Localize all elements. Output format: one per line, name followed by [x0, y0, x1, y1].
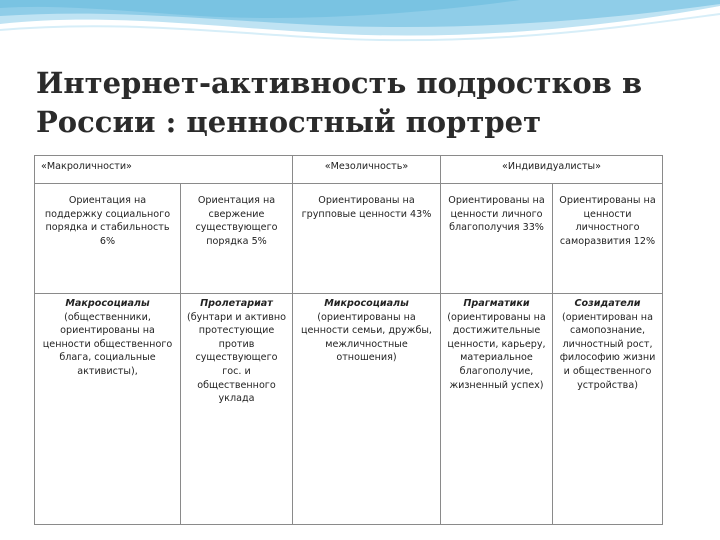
orientation-cell: Ориентированы на ценности личного благополучия 33%: [441, 184, 553, 294]
type-description: (ориентированы на ценности семьи, дружбы, межличностные отношения): [301, 311, 432, 364]
type-description: (ориентирован на самопознание, личностный рост, философию жизни и общественного устройства): [559, 311, 656, 391]
type-name: Макросоциалы: [65, 298, 150, 309]
type-cell: [35, 294, 181, 525]
group-header-macro: «Макроличности»: [35, 156, 293, 184]
orientation-row: [35, 184, 663, 294]
type-cell: [441, 294, 553, 525]
value-portrait-table: [34, 155, 663, 525]
orientation-cell: Ориентированы на групповые ценности 43%: [293, 184, 441, 294]
group-header-meso: «Мезоличность»: [293, 156, 441, 184]
type-name: Пролетариат: [200, 298, 273, 309]
orientation-cell: Ориентация на свержение существующего порядка 5%: [181, 184, 293, 294]
type-cell: [553, 294, 663, 525]
type-description: (бунтари и активно протестующие против существующего гос. и общественного уклада: [186, 311, 287, 405]
orientation-cell: Ориентация на поддержку социального порядка и стабильность 6%: [35, 184, 181, 294]
type-description: (ориентированы на достижительные ценности, карьеру, материальное благополучие, жизненный успех): [447, 311, 546, 391]
type-name: Прагматики: [463, 298, 530, 309]
decorative-wave-banner: [0, 0, 720, 60]
type-cell: [293, 294, 441, 525]
type-description: (общественники, ориентированы на ценности общественного блага, социальные активисты),: [42, 311, 173, 377]
type-name: Микросоциалы: [324, 298, 409, 309]
group-header-individualists: «Индивидуалисты»: [441, 156, 663, 184]
group-header-row: [35, 156, 663, 184]
type-name: Созидатели: [574, 298, 641, 309]
slide-title: Интернет-активность подростков в России : ценностный портрет: [36, 66, 643, 139]
orientation-cell: Ориентированы на ценности личностного саморазвития 12%: [553, 184, 663, 294]
type-row: [35, 294, 663, 525]
type-cell: [181, 294, 293, 525]
